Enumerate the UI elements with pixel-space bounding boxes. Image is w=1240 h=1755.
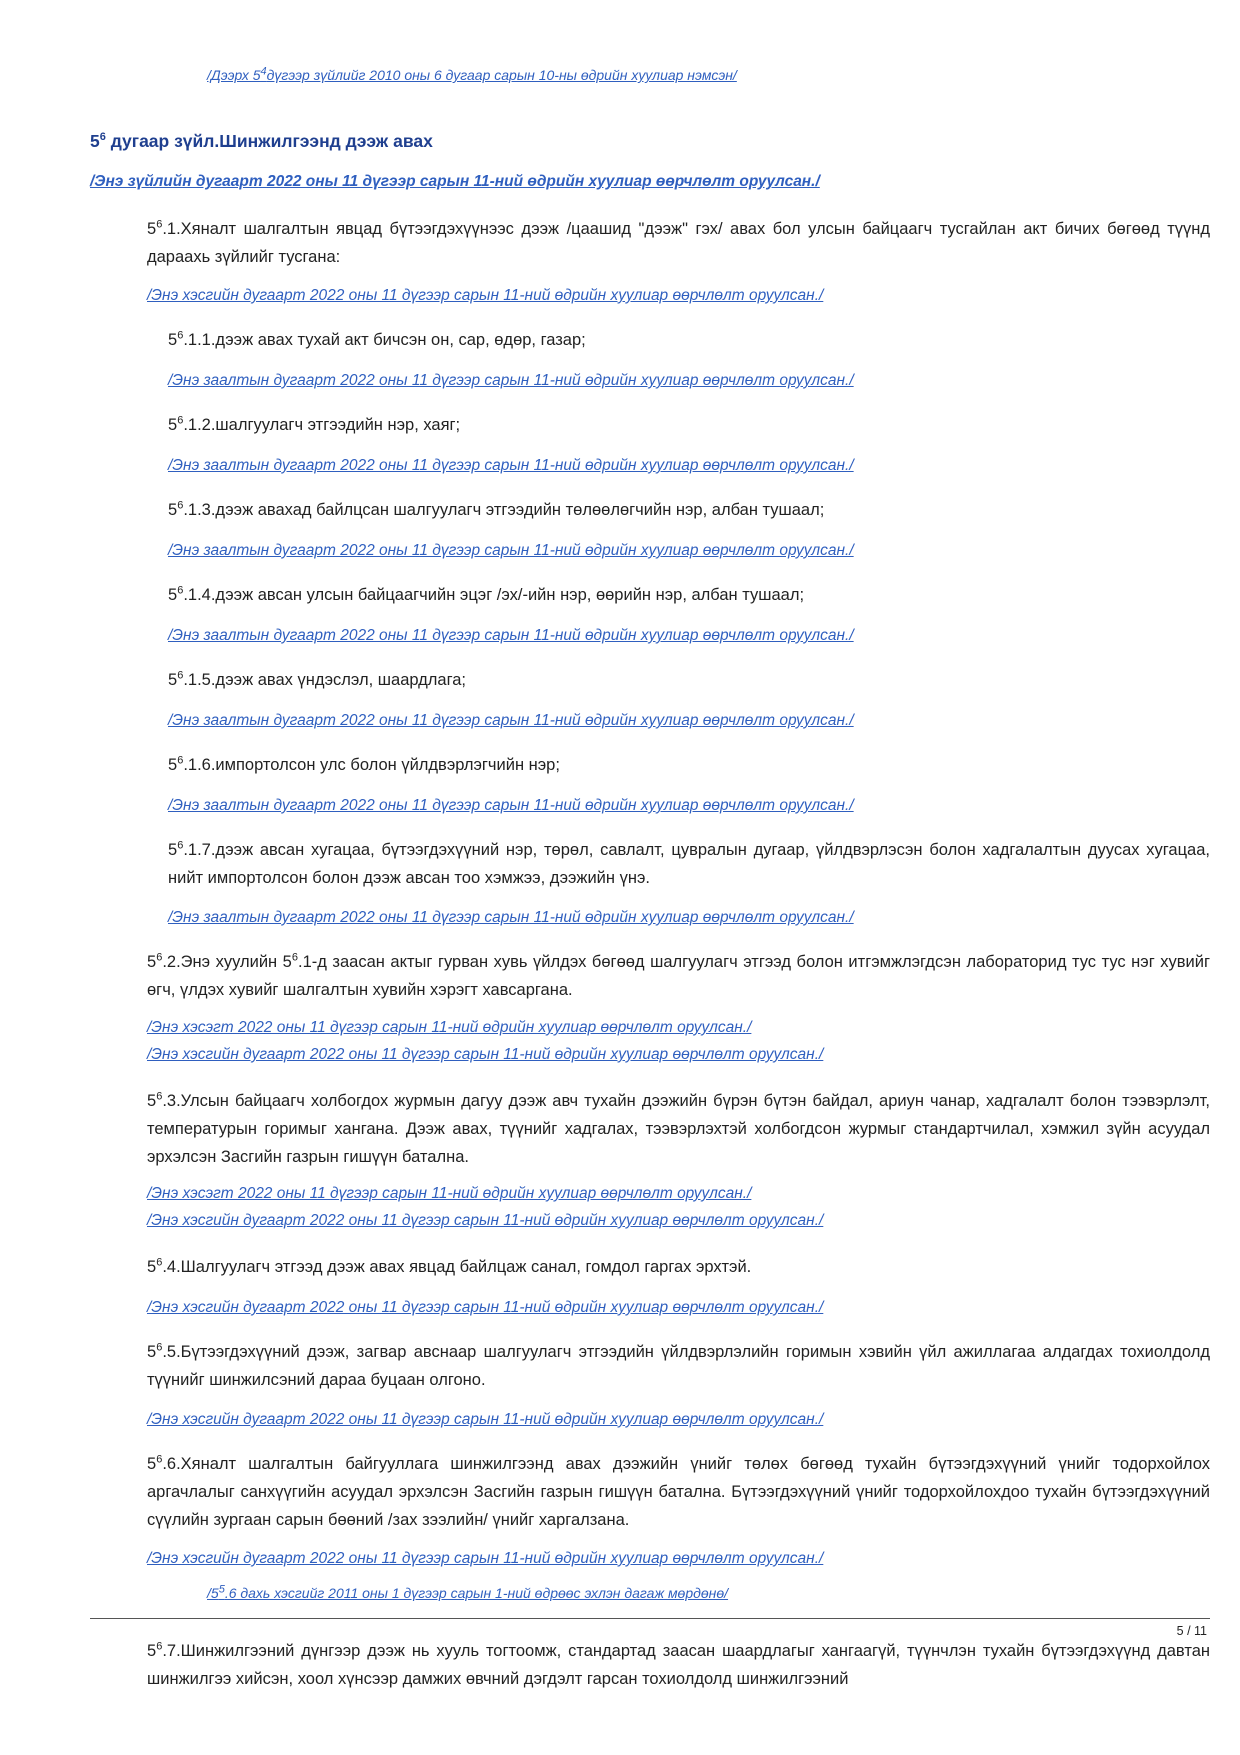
article-amend-note[interactable]: /Энэ зүйлийн дугаарт 2022 оны 11 дүгээр сарын 11-ний өдрийн хуулиар өөрчлөлт оруулсан./ <box>90 173 820 190</box>
paragraph-5-6-7: $5^6.7.Шинжилгээний$ дүнгээр дээж нь хууль тогтоомж, стандартад заасан шаардлагыг хангаагүй, түүнчлэн тухайн бүтээгдэхүүнд давтан шинжилгээ хийсэн, хоол хүнсээр дамжих өвчний дэгдэлт гарсан тохиолдолд шинжилгээний <box>147 1640 1210 1688</box>
page-number: 5 / 11 <box>1176 1624 1207 1638</box>
amend-note-5-6-2-content[interactable]: /Энэ хэсэгт 2022 оны 11 дүгээр сарын 11-ний өдрийн хуулиар өөрчлөлт оруулсан./ <box>147 1019 752 1036</box>
amend-note-5-6-6[interactable]: /Энэ хэсгийн дугаарт 2022 оны 11 дүгээр сарын 11-ний өдрийн хуулиар өөрчлөлт оруулсан./ <box>147 1550 824 1567</box>
clause-5-6-1-5: $5^6.1.5.дээж$ авах үндэслэл, шаардлага; <box>168 669 467 689</box>
amend-note-clause-4[interactable]: /Энэ заалтын дугаарт 2022 оны 11 дүгээр сарын 11-ний өдрийн хуулиар өөрчлөлт оруулсан./ <box>168 627 854 644</box>
clause-5-6-1-7: $5^6.1.7.дээж$ авсан хугацаа, бүтээгдэхүүний нэр, төрөл, савлалт, цувралын дугаар, үйлдвэрлэсэн болон хадгалалтын дуусах хугацаа, нийт импортолсон болон дээж авсан тоо хэмжээ, дээжийн үнэ. <box>168 839 1210 887</box>
clause-5-6-1-1: $5^6.1.1.дээж$ авах тухай акт бичсэн он, сар, өдөр, газар; <box>168 329 586 349</box>
paragraph-5-6-1: $5^6.1.Хяналт$ шалгалтын явцад бүтээгдэхүүнээс дээж /цаашид "дээж" гэх/ авах бол улсын байцаагч тусгайлан акт бичих бөгөөд түүнд дараахь зүйлийг тусгана: <box>147 218 1210 266</box>
article-heading: $5^6$ дугаар зүйл.Шинжилгээнд дээж авах <box>90 131 433 151</box>
amend-note-clause-1[interactable]: /Энэ заалтын дугаарт 2022 оны 11 дүгээр сарын 11-ний өдрийн хуулиар өөрчлөлт оруулсан./ <box>168 372 854 389</box>
paragraph-5-6-6: $5^6.6.Хяналт$ шалгалтын байгууллага шинжилгээнд авах дээжийн үнийг төлөх бөгөөд тухайн бүтээгдэхүүний үнийг тодорхойлох аргачлалыг санхүүгийн асуудал эрхэлсэн Засгийн газрын гишүүн батална. Бүтээгдэхүүний үнийг тодорхойлохдоо тухайн бүтээгдэхүүний сүүлийн зургаан сарын бөөний /зах зээлийн/ үнийг харгалзана. <box>147 1453 1210 1529</box>
amend-note-5-6-3-content[interactable]: /Энэ хэсэгт 2022 оны 11 дүгээр сарын 11-ний өдрийн хуулиар өөрчлөлт оруулсан./ <box>147 1185 752 1202</box>
amend-note-5-6-1[interactable]: /Энэ хэсгийн дугаарт 2022 оны 11 дүгээр сарын 11-ний өдрийн хуулиар өөрчлөлт оруулсан./ <box>147 287 824 304</box>
amend-note-5-6-5[interactable]: /Энэ хэсгийн дугаарт 2022 оны 11 дүгээр сарын 11-ний өдрийн хуулиар өөрчлөлт оруулсан./ <box>147 1411 824 1428</box>
amend-note-clause-5[interactable]: /Энэ заалтын дугаарт 2022 оны 11 дүгээр сарын 11-ний өдрийн хуулиар өөрчлөлт оруулсан./ <box>168 712 854 729</box>
paragraph-5-6-5: $5^6.5.Бүтээгдэхүүний$ дээж, загвар авснаар шалгуулагч этгээдийн үйлдвэрлэлийн горимын хэвийн үйл ажиллагаа алдагдах тохиолдолд түүнийг шинжилсэний дараа буцаан олгоно. <box>147 1341 1210 1389</box>
amend-note-clause-6[interactable]: /Энэ заалтын дугаарт 2022 оны 11 дүгээр сарын 11-ний өдрийн хуулиар өөрчлөлт оруулсан./ <box>168 797 854 814</box>
clause-5-6-1-2: $5^6.1.2.шалгуулагч$ этгээдийн нэр, хаяг; <box>168 414 461 434</box>
article-5-4-added-note[interactable]: /Дээрх $5^4дүгээр$ зүйлийг 2010 оны 6 дугаар сарын 10-ны өдрийн хуулиар нэмсэн/ <box>207 65 737 83</box>
effective-date-note-5-6-6[interactable]: $/5^5.6$ дахь хэсгийг 2011 оны 1 дүгээр сарын 1-ний өдрөөс эхлэн дагаж мөрдөнө/ <box>207 1583 729 1601</box>
amend-note-clause-3[interactable]: /Энэ заалтын дугаарт 2022 оны 11 дүгээр сарын 11-ний өдрийн хуулиар өөрчлөлт оруулсан./ <box>168 542 854 559</box>
amend-note-5-6-3-number[interactable]: /Энэ хэсгийн дугаарт 2022 оны 11 дүгээр сарын 11-ний өдрийн хуулиар өөрчлөлт оруулсан./ <box>147 1212 824 1229</box>
footer-rule <box>90 1618 1210 1619</box>
paragraph-5-6-4: $5^6.4.Шалгуулагч$ этгээд дээж авах явцад байлцаж санал, гомдол гаргах эрхтэй. <box>147 1256 752 1276</box>
paragraph-5-6-3: $5^6.3.Улсын$ байцаагч холбогдох журмын дагуу дээж авч тухайн дээжийн бүрэн бүтэн байдал, ариун чанар, хадгалалт болон тээвэрлэлт, температурын горимыг хангана. Дээж авах, түүнийг хадгалах, тээвэрлэхтэй холбогдсон журмыг стандартчилал, хэмжил зүйн асуудал эрхэлсэн Засгийн газрын гишүүн батална. <box>147 1090 1210 1166</box>
amend-note-5-6-2-number[interactable]: /Энэ хэсгийн дугаарт 2022 оны 11 дүгээр сарын 11-ний өдрийн хуулиар өөрчлөлт оруулсан./ <box>147 1046 824 1063</box>
amend-note-clause-2[interactable]: /Энэ заалтын дугаарт 2022 оны 11 дүгээр сарын 11-ний өдрийн хуулиар өөрчлөлт оруулсан./ <box>168 457 854 474</box>
clause-5-6-1-6: $5^6.1.6.импортолсон$ улс болон үйлдвэрлэгчийн нэр; <box>168 754 560 774</box>
amend-note-5-6-4[interactable]: /Энэ хэсгийн дугаарт 2022 оны 11 дүгээр сарын 11-ний өдрийн хуулиар өөрчлөлт оруулсан./ <box>147 1299 824 1316</box>
paragraph-5-6-2: $5^6.2.Энэ$ хуулийн $5^6.1-д$ заасан актыг гурван хувь үйлдэх бөгөөд шалгуулагч этгээд болон итгэмжлэгдсэн лабораторид тус тус нэг хувийг өгч, үлдэх хувийг шалгалтын хувийн хэрэгт хавсаргана. <box>147 951 1210 999</box>
clause-5-6-1-4: $5^6.1.4.дээж$ авсан улсын байцаагчийн эцэг /эх/-ийн нэр, өөрийн нэр, албан тушаал; <box>168 584 805 604</box>
amend-note-clause-7[interactable]: /Энэ заалтын дугаарт 2022 оны 11 дүгээр сарын 11-ний өдрийн хуулиар өөрчлөлт оруулсан./ <box>168 909 854 926</box>
clause-5-6-1-3: $5^6.1.3.дээж$ авахад байлцсан шалгуулагч этгээдийн төлөөлөгчийн нэр, албан тушаал; <box>168 499 825 519</box>
